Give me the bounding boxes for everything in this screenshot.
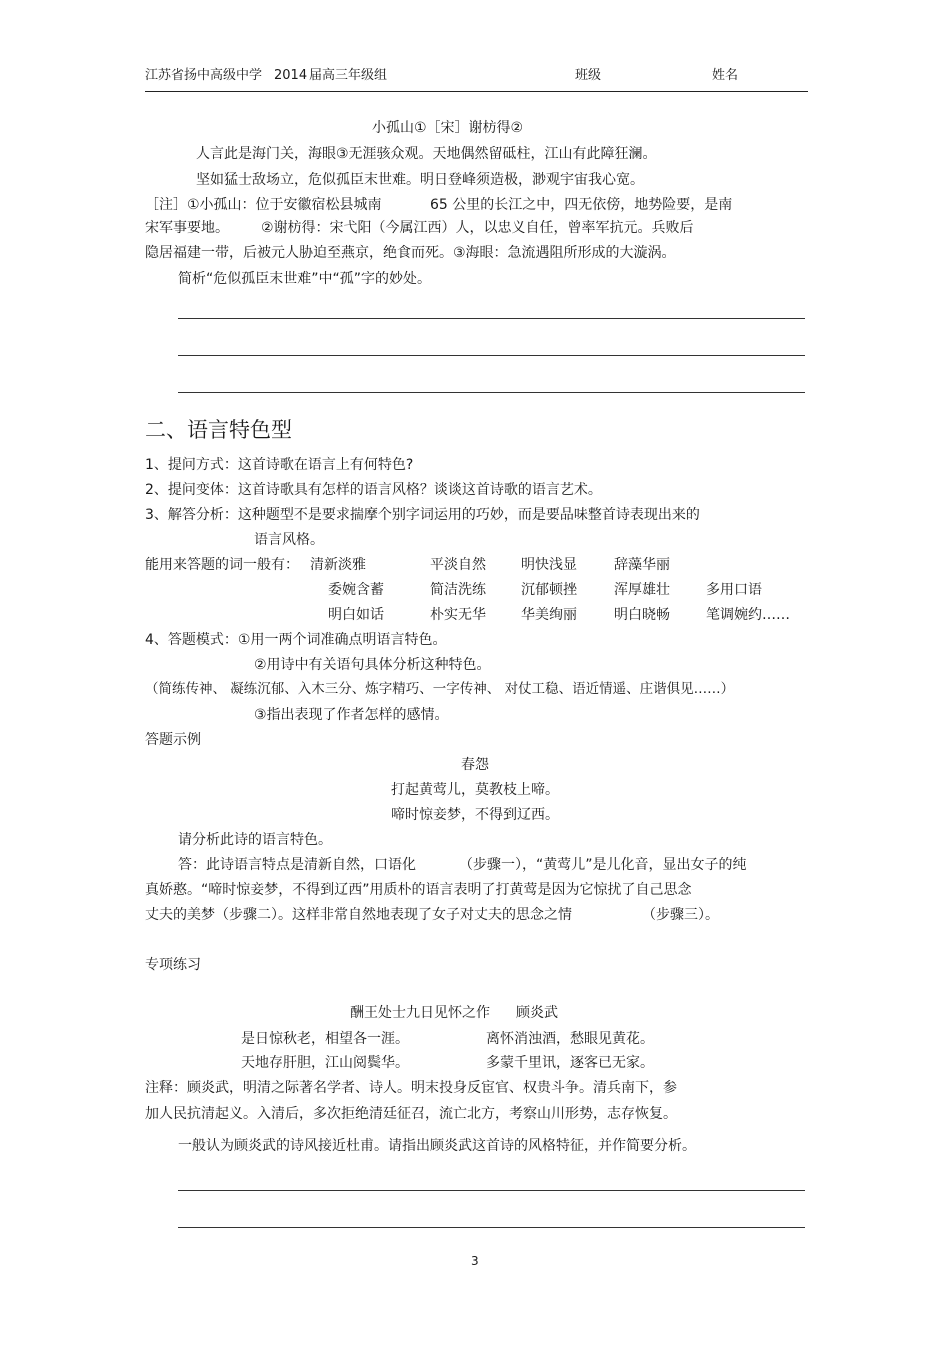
word-term: 明白晓畅 <box>614 607 670 623</box>
word-term: 笔调婉约…… <box>706 607 790 623</box>
header-grade: 届高三年级组 <box>309 68 388 83</box>
word-term: 明白如话 <box>328 607 384 623</box>
word-term: 平淡自然 <box>430 557 486 573</box>
item-1: 1、提问方式：这首诗歌在语言上有何特色? <box>145 457 414 473</box>
practice-line1a: 是日惊秋老，相望各一涯。 <box>241 1031 409 1047</box>
poem2-answer2: 真娇憨。“啼时惊妾梦，不得到辽西”用质朴的语言表明了打黄莺是因为它惊扰了自己思念 <box>145 882 692 898</box>
poem1-note3: 隐居福建一带，后被元人胁迫至燕京，绝食而死。③海眼：急流遇阻所形成的大漩涡。 <box>145 245 676 261</box>
answer-line <box>178 318 805 319</box>
practice-question: 一般认为顾炎武的诗风接近杜甫。请指出顾炎武这首诗的风格特征，并作简要分析。 <box>178 1138 696 1154</box>
header-name-label: 姓名 <box>712 68 739 83</box>
word-term: 明快浅显 <box>521 557 577 573</box>
word-term: 清新淡雅 <box>310 557 366 573</box>
word-term: 辞藻华丽 <box>614 557 670 573</box>
word-term: 委婉含蓄 <box>328 582 384 598</box>
poem1-line1: 人言此是海门关，海眼③无涯骇众观。天地偶然留砥柱，江山有此障狂澜。 <box>196 146 657 162</box>
header-rule <box>145 91 808 92</box>
poem2-answer3b: （步骤三）。 <box>642 907 719 923</box>
poem2-question: 请分析此诗的语言特色。 <box>178 832 332 848</box>
word-term: 多用口语 <box>706 582 762 598</box>
poem1-note2b: ②谢枋得：宋弋阳（今属江西）人，以忠义自任，曾率军抗元。兵败后 <box>261 220 694 236</box>
words-label: 能用来答题的词一般有： <box>145 557 299 573</box>
item-2: 2、提问变体：这首诗歌具有怎样的语言风格？谈谈这首诗歌的语言艺术。 <box>145 482 602 498</box>
practice-note2: 加人民抗清起义。入清后，多次拒绝清廷征召，流亡北方，考察山川形势，志存恢复。 <box>145 1106 677 1122</box>
item-4-phrases: （简练传神、 凝练沉郁、入木三分、炼字精巧、一字传神、 对仗工稳、语近情遥、庄谐俱见……） <box>145 681 735 697</box>
poem2-answer1a: 答：此诗语言特点是清新自然，口语化 <box>178 857 416 873</box>
practice-note1: 注释：顾炎武，明清之际著名学者、诗人。明末投身反宦官、权贵斗争。清兵南下，参 <box>145 1080 677 1096</box>
answer-line <box>178 1190 805 1191</box>
poem1-note1b: 65 公里的长江之中，四无依傍，地势险要，是南 <box>430 197 733 213</box>
practice-line2b: 多蒙千里讯，逐客已无家。 <box>486 1055 654 1071</box>
practice-label: 专项练习 <box>145 957 201 973</box>
poem1-line2: 坚如猛士敌场立，危似孤臣末世难。明日登峰须造极，渺观宇宙我心宽。 <box>196 172 644 188</box>
practice-author: 顾炎武 <box>516 1005 558 1021</box>
poem2-answer1b: （步骤一），“黄莺儿”是儿化音，显出女子的纯 <box>459 857 747 873</box>
word-term: 朴实无华 <box>430 607 486 623</box>
example-label: 答题示例 <box>145 732 201 748</box>
poem1-note2a: 宋军事要地。 <box>145 220 229 236</box>
poem1-question: 简析“危似孤臣末世难”中“孤”字的妙处。 <box>178 271 432 287</box>
header-class-label: 班级 <box>575 68 602 83</box>
poem2-title: 春怨 <box>461 757 489 773</box>
item-4: 4、答题模式：①用一两个词准确点明语言特色。 <box>145 632 447 648</box>
item-3-cont: 语言风格。 <box>254 532 324 548</box>
page-number: 3 <box>471 1254 479 1268</box>
header-year: 2014 <box>274 68 308 83</box>
word-term: 简洁洗练 <box>430 582 486 598</box>
word-term: 华美绚丽 <box>521 607 577 623</box>
word-term: 浑厚雄壮 <box>614 582 670 598</box>
item-3: 3、解答分析：这种题型不是要求揣摩个别字词运用的巧妙，而是要品味整首诗表现出来的 <box>145 507 700 523</box>
item-4-step3: ③指出表现了作者怎样的感情。 <box>254 707 449 723</box>
poem1-title: 小孤山①［宋］谢枋得② <box>372 120 524 136</box>
practice-line1b: 离怀消浊酒，愁眼见黄花。 <box>486 1031 654 1047</box>
answer-line <box>178 1227 805 1228</box>
item-4-step2: ②用诗中有关语句具体分析这种特色。 <box>254 657 491 673</box>
poem2-line1: 打起黄莺儿，莫教枝上啼。 <box>391 782 559 798</box>
header-school: 江苏省扬中高级中学 <box>145 68 263 83</box>
poem2-answer3a: 丈夫的美梦（步骤二）。这样非常自然地表现了女子对丈夫的思念之情 <box>145 907 572 923</box>
poem2-line2: 啼时惊妾梦，不得到辽西。 <box>391 807 559 823</box>
answer-line <box>178 355 805 356</box>
answer-line <box>178 392 805 393</box>
word-term: 沉郁顿挫 <box>521 582 577 598</box>
practice-line2a: 天地存肝胆，江山阅鬓华。 <box>241 1055 409 1071</box>
section-title: 二、语言特色型 <box>145 418 292 442</box>
practice-title: 酬王处士九日见怀之作 <box>350 1005 490 1021</box>
poem1-note1a: ［注］①小孤山：位于安徽宿松县城南 <box>145 197 382 213</box>
